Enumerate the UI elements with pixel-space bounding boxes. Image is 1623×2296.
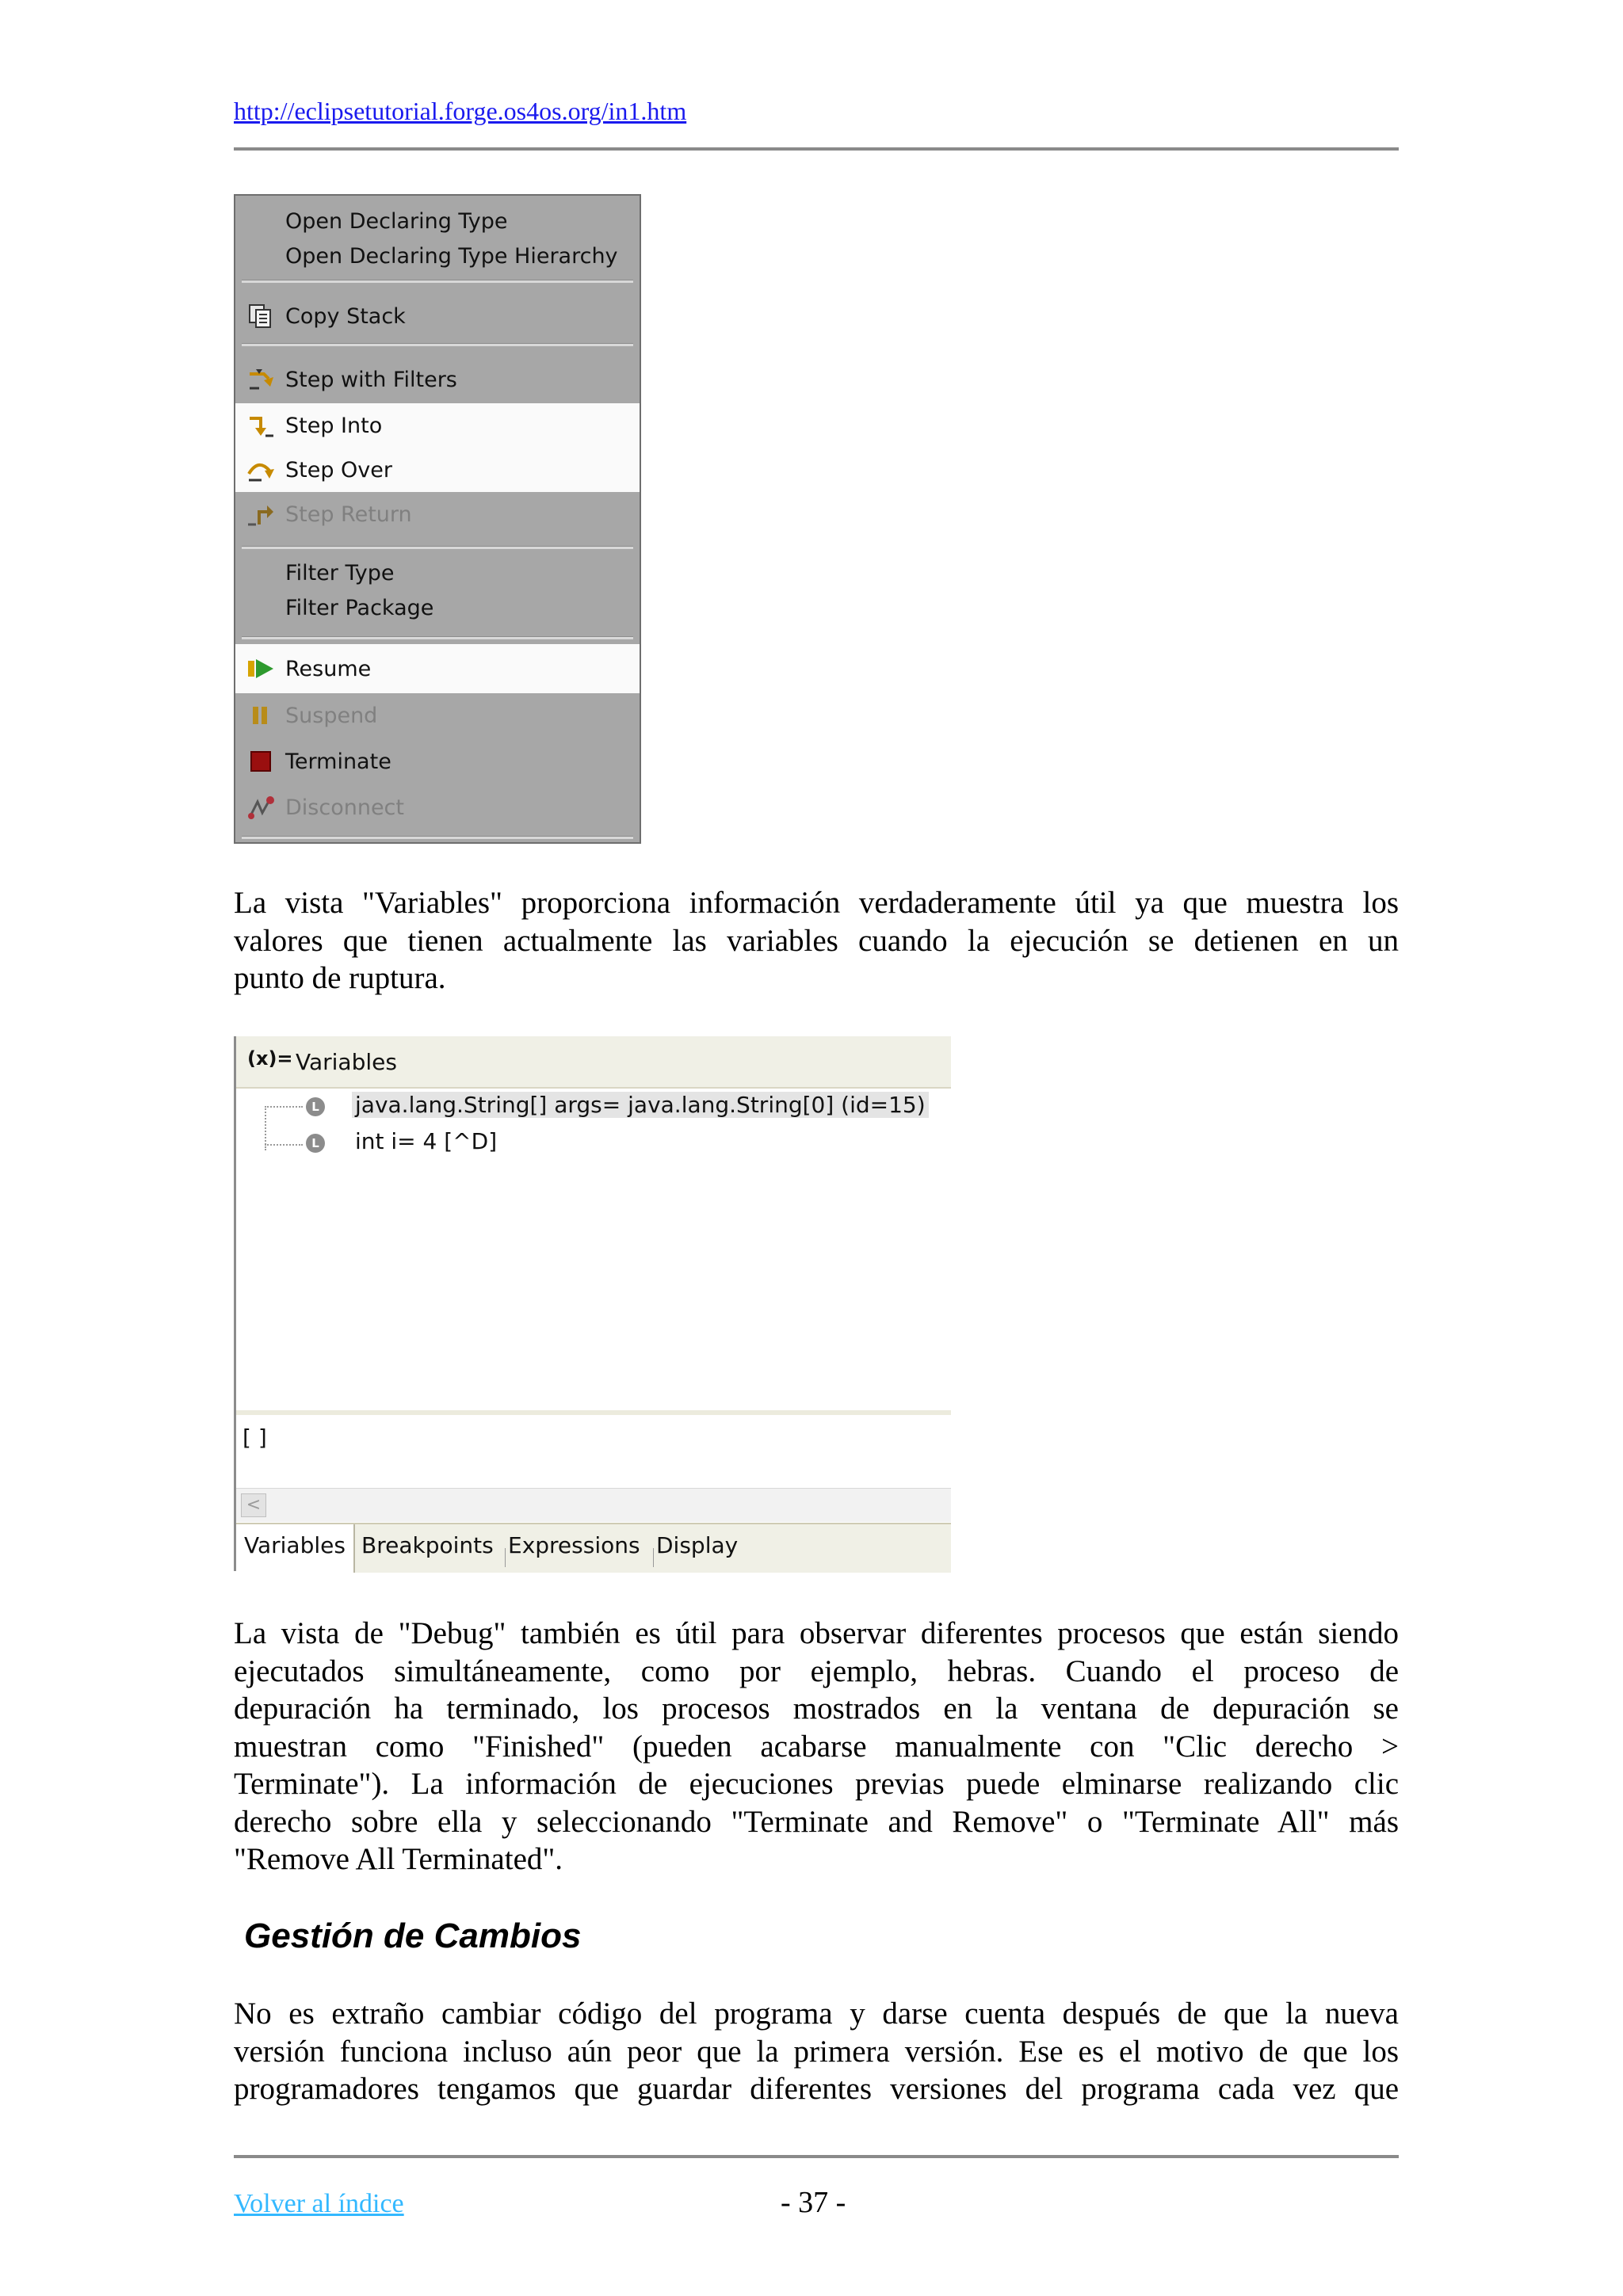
suspend-icon: [245, 700, 277, 731]
variable-row[interactable]: [236, 1090, 949, 1123]
context-menu: [234, 194, 641, 844]
variable-row[interactable]: [236, 1127, 949, 1160]
variable-value: int i= 4 [^D]: [355, 1128, 498, 1154]
menu-item-suspend[interactable]: Suspend: [235, 693, 640, 738]
horizontal-scrollbar[interactable]: [236, 1488, 951, 1522]
resume-icon: [245, 653, 277, 685]
paragraph-change-management: No es extraño cambiar código del programa y darse cuenta después de que la nueva versión funciona incluso aún peor que la primera versión. Ese es el motivo de que los programadores tengamos que guardar diferentes versiones del programa cada vez que: [234, 1997, 1399, 2106]
variable-value: java.lang.String[] args= java.lang.String[0] (id=15): [352, 1092, 929, 1118]
menu-item-disconnect[interactable]: Disconnect: [235, 785, 640, 830]
terminate-icon: [245, 746, 277, 777]
copy-stack-icon: [245, 300, 277, 332]
menu-item-open-declaring-type-hierarchy[interactable]: Open Declaring Type Hierarchy: [285, 243, 618, 269]
menu-separator: [242, 280, 633, 283]
step-into-icon: [245, 410, 277, 441]
tab-separator: [653, 1548, 654, 1567]
tab-variables[interactable]: Variables: [236, 1524, 355, 1573]
tab-display[interactable]: Display: [656, 1532, 739, 1558]
header-rule: [234, 147, 1399, 151]
page-number: - 37 -: [781, 2186, 846, 2219]
scroll-left-icon[interactable]: <: [241, 1493, 266, 1517]
section-heading: Gestión de Cambios: [244, 1917, 582, 1955]
menu-item-filter-package[interactable]: Filter Package: [285, 595, 434, 620]
menu-item-step-return[interactable]: Step Return: [235, 492, 640, 536]
step-with-filters-icon: [245, 364, 277, 395]
disconnect-icon: [245, 791, 277, 823]
menu-item-step-with-filters[interactable]: Step with Filters: [235, 357, 640, 402]
variables-view: [234, 1036, 951, 1571]
footer-rule: [234, 2155, 1399, 2158]
local-variable-icon: L: [306, 1097, 325, 1116]
view-tabs: [236, 1523, 951, 1573]
menu-separator: [242, 636, 633, 639]
menu-item-step-into[interactable]: Step Into: [235, 403, 640, 448]
tab-expressions[interactable]: Expressions: [508, 1532, 640, 1558]
paragraph-variables-view: La vista "Variables" proporciona información verdaderamente útil ya que muestra los valores que tienen actualmente las variables cuando la ejecución se detienen en un punto de ruptura.: [234, 886, 1399, 995]
menu-item-open-declaring-type[interactable]: Open Declaring Type: [285, 208, 508, 234]
local-variable-icon: L: [306, 1134, 325, 1153]
menu-separator: [242, 836, 633, 839]
detail-pane[interactable]: [ ]: [242, 1425, 267, 1451]
menu-item-resume[interactable]: Resume: [235, 644, 640, 693]
step-return-icon: [245, 498, 277, 530]
tab-breakpoints[interactable]: Breakpoints: [361, 1532, 494, 1558]
back-to-index-link[interactable]: Volver al índice: [234, 2189, 404, 2218]
paragraph-debug-view: La vista de "Debug" también es útil para observar diferentes procesos que están siendo ejecutados simultáneamente, como por ejemplo, hebras. Cuando el proceso de depuración ha terminado, los procesos mostrados en la ventana de depuración se muestran como "Finished" (pueden acabarse manualmente con "Clic derecho > Terminate"). La información de ejecuciones previas puede elminarse realizando clic derecho sobre ella y seleccionando "Terminate and Remove" o "Terminate All" más "Remove All Terminated".: [234, 1616, 1399, 1876]
menu-item-terminate[interactable]: Terminate: [235, 739, 640, 784]
variables-view-titlebar: [236, 1036, 951, 1089]
menu-item-filter-type[interactable]: Filter Type: [285, 560, 395, 585]
menu-item-copy-stack[interactable]: Copy Stack: [235, 294, 640, 338]
menu-item-step-over[interactable]: Step Over: [235, 448, 640, 492]
menu-separator: [242, 343, 633, 346]
variables-view-title: Variables: [296, 1049, 397, 1075]
tab-separator: [505, 1548, 506, 1567]
menu-separator: [242, 546, 633, 549]
variables-icon: (x)=: [247, 1047, 293, 1070]
header-url-link[interactable]: http://eclipsetutorial.forge.os4os.org/in1.htm: [234, 97, 687, 125]
detail-pane-sash[interactable]: [236, 1410, 951, 1415]
step-over-icon: [245, 454, 277, 486]
